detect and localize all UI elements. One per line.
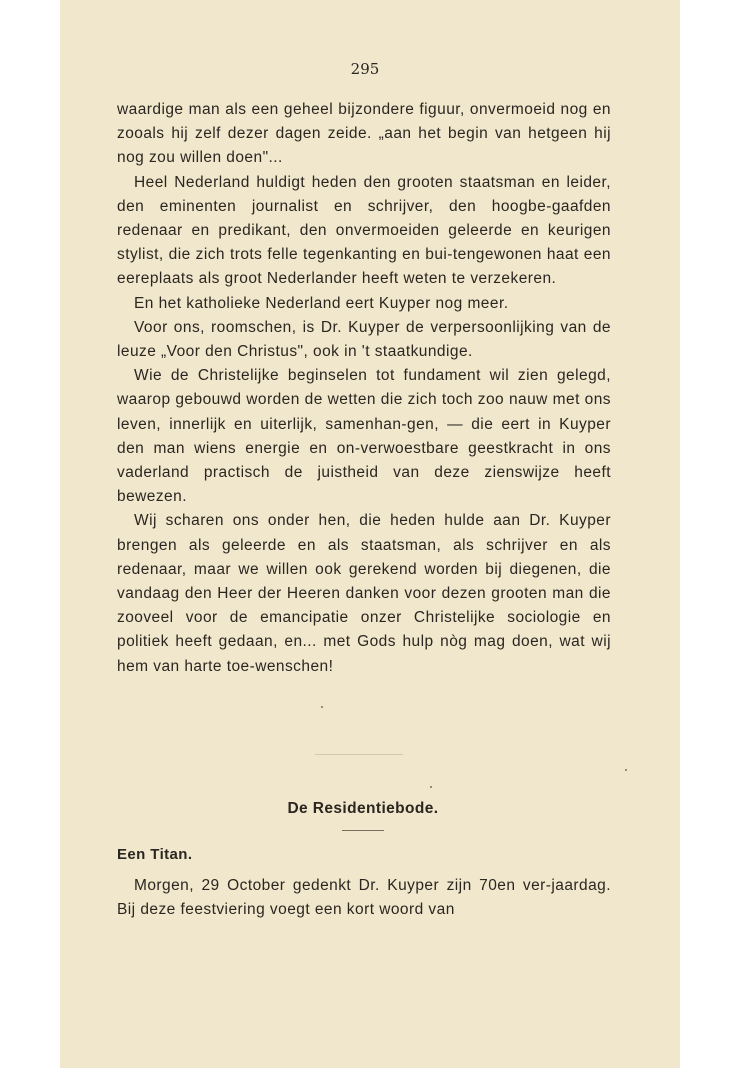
- paper-speck: [625, 769, 627, 771]
- title-underline: [342, 830, 384, 831]
- paragraph: Wij scharen ons onder hen, die heden hulde aan Dr. Kuyper brengen als geleerde en als staatsman, als schrijver en als redenaar, maar we willen ook gerekend worden bij diegenen, die vandaag den Heer der Heeren danken voor dezen grooten man die zooveel voor de emancipatie onzer Christelijke sociologie en politiek heeft gedaan, en... met Gods hulp nòg mag doen, wat wij hem van harte toe-wenschen!: [117, 512, 611, 675]
- section-divider: [315, 754, 403, 755]
- page-number: 295: [350, 60, 380, 78]
- book-page: [60, 0, 680, 1068]
- section-title: De Residentiebode.: [287, 800, 439, 817]
- article-body: [117, 874, 611, 922]
- paragraph: waardige man als een geheel bijzondere figuur, onvermoeid nog en zooals hij zelf dezer dagen zeide. „aan het begin van hetgeen hij nog zou willen doen"...: [117, 101, 611, 167]
- paragraph: Heel Nederland huldigt heden den grooten staatsman en leider, den eminenten journalist en schrijver, den hoogbe-gaafden redenaar en predikant, den onvermoeiden geleerde en keurigen stylist, die zich trots felle tegenkanting en bui-tengewonen haat een eereplaats als groot Nederlander heeft weten te verzekeren.: [117, 173, 611, 288]
- paragraph: Voor ons, roomschen, is Dr. Kuyper de verpersoonlijking van de leuze „Voor den Christus", ook in 't staatkundige.: [117, 318, 611, 361]
- paper-speck: [430, 786, 432, 788]
- article-body-continued: [117, 98, 611, 679]
- paragraph: En het katholieke Nederland eert Kuyper nog meer.: [134, 294, 509, 312]
- paragraph: Morgen, 29 October gedenkt Dr. Kuyper zijn 70en ver-jaardag. Bij deze feestviering voegt een kort woord van: [117, 877, 611, 919]
- paper-speck: [321, 706, 323, 708]
- subsection-title: Een Titan.: [117, 846, 193, 863]
- paragraph: Wie de Christelijke beginselen tot fundament wil zien gelegd, waarop gebouwd worden de wetten die zich toch zoo nauw met ons leven, innerlijk en uiterlijk, samenhan-gen, — die eert in Kuyper den man wiens energie en on-verwoestbare geestkracht in ons vaderland practisch de juistheid van deze zienswijze heeft bewezen.: [117, 367, 611, 506]
